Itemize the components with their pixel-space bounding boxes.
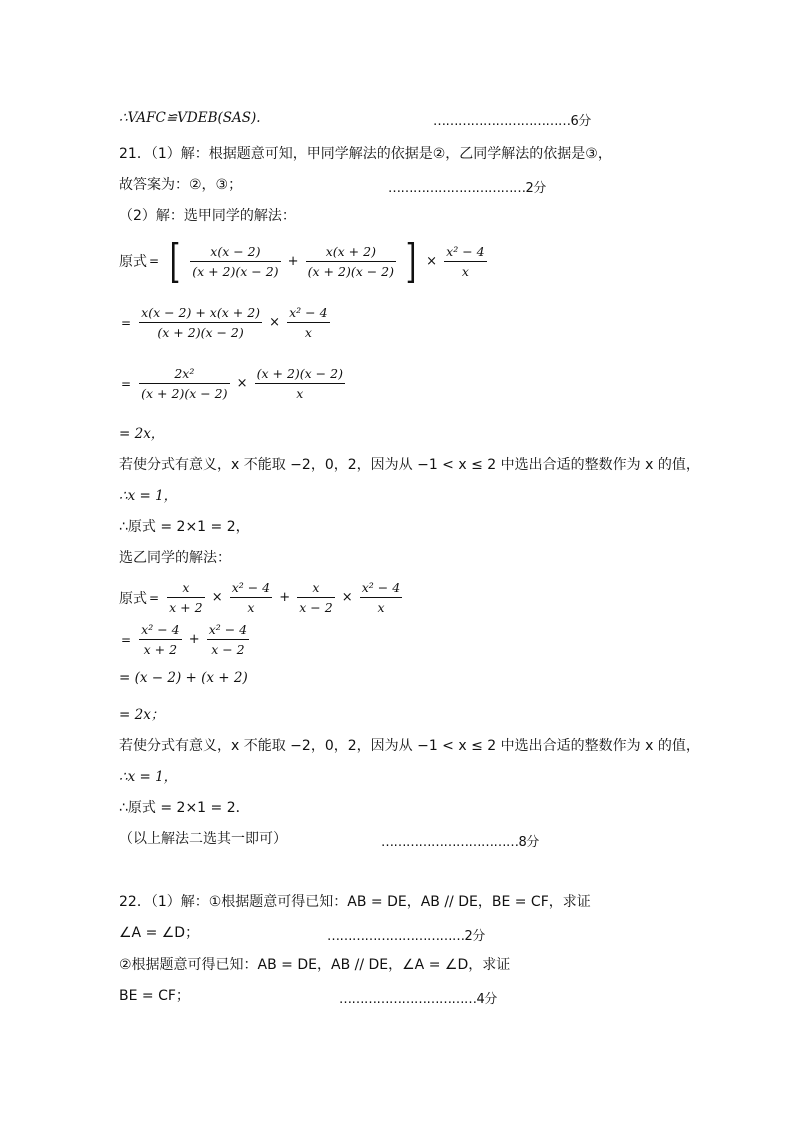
- fraction: [360, 578, 402, 617]
- times-sign: ×: [211, 590, 223, 605]
- fraction: [255, 364, 345, 403]
- x-equals-1-a: ∴x = 1，: [119, 488, 178, 504]
- denominator: x + 2: [143, 642, 178, 657]
- q21-part2: （2）解：选甲同学的解法：: [119, 208, 296, 224]
- score-4-q22: ……………………………4分: [339, 992, 497, 1007]
- plus-sign: +: [279, 590, 291, 605]
- times-sign: ×: [269, 315, 281, 330]
- denominator: (x + 2)(x − 2): [192, 263, 279, 279]
- numerator: x² − 4: [139, 620, 181, 640]
- q22-line2: ∠A = ∠D；: [119, 925, 200, 941]
- numerator: x² − 4: [287, 303, 329, 323]
- q22-line4: BE = CF；: [119, 988, 190, 1004]
- formula-a1: [119, 234, 488, 288]
- q22-line3: ②根据题意可得已知：AB = DE，AB // DE，∠A = ∠D，求证: [119, 957, 511, 973]
- left-bracket: [: [169, 234, 181, 288]
- label-original: 原式: [119, 590, 147, 607]
- fraction: [167, 578, 204, 617]
- fraction: [139, 303, 262, 342]
- denominator: x: [247, 600, 255, 615]
- denominator: x: [377, 600, 385, 615]
- right-bracket: ]: [405, 234, 417, 288]
- equals-sign: =: [121, 315, 132, 330]
- times-sign: ×: [236, 376, 248, 391]
- plus-sign: +: [287, 253, 299, 269]
- denominator: (x + 2)(x − 2): [157, 325, 244, 340]
- denominator: x: [296, 386, 304, 401]
- numerator: x² − 4: [207, 620, 249, 640]
- fraction: [306, 242, 396, 281]
- result-2x-a: = 2x，: [119, 426, 165, 442]
- numerator: 2x²: [139, 364, 229, 384]
- result-2x-b: = 2x；: [119, 707, 165, 723]
- fraction: [444, 242, 486, 281]
- denominator: (x + 2)(x − 2): [141, 386, 228, 401]
- condition-a: 若使分式有意义，x 不能取 −2，0，2，因为从 −1 < x ≤ 2 中选出合适的整数作为 x 的值，: [119, 457, 700, 473]
- fraction: [287, 303, 329, 342]
- score-2-q22: ……………………………2分: [327, 929, 485, 944]
- x-equals-1-b: ∴x = 1，: [119, 769, 178, 785]
- formula-a3: [119, 364, 346, 403]
- sum-line-b: = (x − 2) + (x + 2): [119, 670, 248, 686]
- fraction: [230, 578, 272, 617]
- denominator: x + 2: [169, 600, 203, 615]
- fraction: [190, 242, 280, 281]
- formula-b1: [119, 578, 403, 617]
- either-note: （以上解法二选其一即可）: [119, 831, 287, 847]
- score-2: ……………………………2分: [388, 181, 546, 196]
- numerator: x² − 4: [444, 242, 486, 262]
- numerator: (x + 2)(x − 2): [255, 364, 345, 384]
- times-sign: ×: [426, 253, 438, 269]
- q21-answer: 故答案为：②，③；: [119, 177, 243, 193]
- value-b: ∴原式 = 2×1 = 2．: [119, 800, 250, 816]
- fraction: [139, 364, 229, 403]
- denominator: x − 2: [299, 600, 333, 615]
- equals-sign: =: [149, 590, 160, 605]
- formula-a2: [119, 303, 331, 342]
- fraction: [139, 620, 181, 659]
- times-sign: ×: [341, 590, 353, 605]
- value-a: ∴原式 = 2×1 = 2，: [119, 519, 250, 535]
- plus-sign: +: [188, 632, 200, 647]
- condition-b: 若使分式有意义，x 不能取 −2，0，2，因为从 −1 < x ≤ 2 中选出合适的整数作为 x 的值，: [119, 738, 700, 754]
- choose-b: 选乙同学的解法：: [119, 550, 231, 566]
- denominator: x: [461, 263, 469, 279]
- score-6: ……………………………6分: [433, 114, 591, 129]
- denominator: x: [304, 325, 312, 340]
- equals-sign: =: [149, 254, 160, 268]
- numerator: x² − 4: [360, 578, 402, 598]
- numerator: x: [297, 578, 334, 598]
- fraction: [297, 578, 334, 617]
- numerator: x(x − 2): [190, 242, 280, 262]
- q21-heading: 21．（1）解：根据题意可知，甲同学解法的依据是②，乙同学解法的依据是③，: [119, 146, 612, 162]
- numerator: x(x − 2) + x(x + 2): [139, 303, 262, 323]
- label-original: 原式: [119, 254, 147, 270]
- equals-sign: =: [121, 632, 132, 647]
- equals-sign: =: [121, 376, 132, 391]
- numerator: x² − 4: [230, 578, 272, 598]
- denominator: (x + 2)(x − 2): [307, 263, 395, 279]
- score-8: ……………………………8分: [381, 835, 539, 850]
- numerator: x: [167, 578, 204, 598]
- fraction: [207, 620, 249, 659]
- denominator: x − 2: [211, 642, 245, 657]
- q22-line1: 22．（1）解：①根据题意可得已知：AB = DE，AB // DE，BE = CF，求证: [119, 894, 591, 910]
- formula-b2: [119, 620, 250, 659]
- numerator: x(x + 2): [306, 242, 396, 262]
- congruence-conclusion: ∴VAFC≌VDEB(SAS).: [119, 110, 261, 126]
